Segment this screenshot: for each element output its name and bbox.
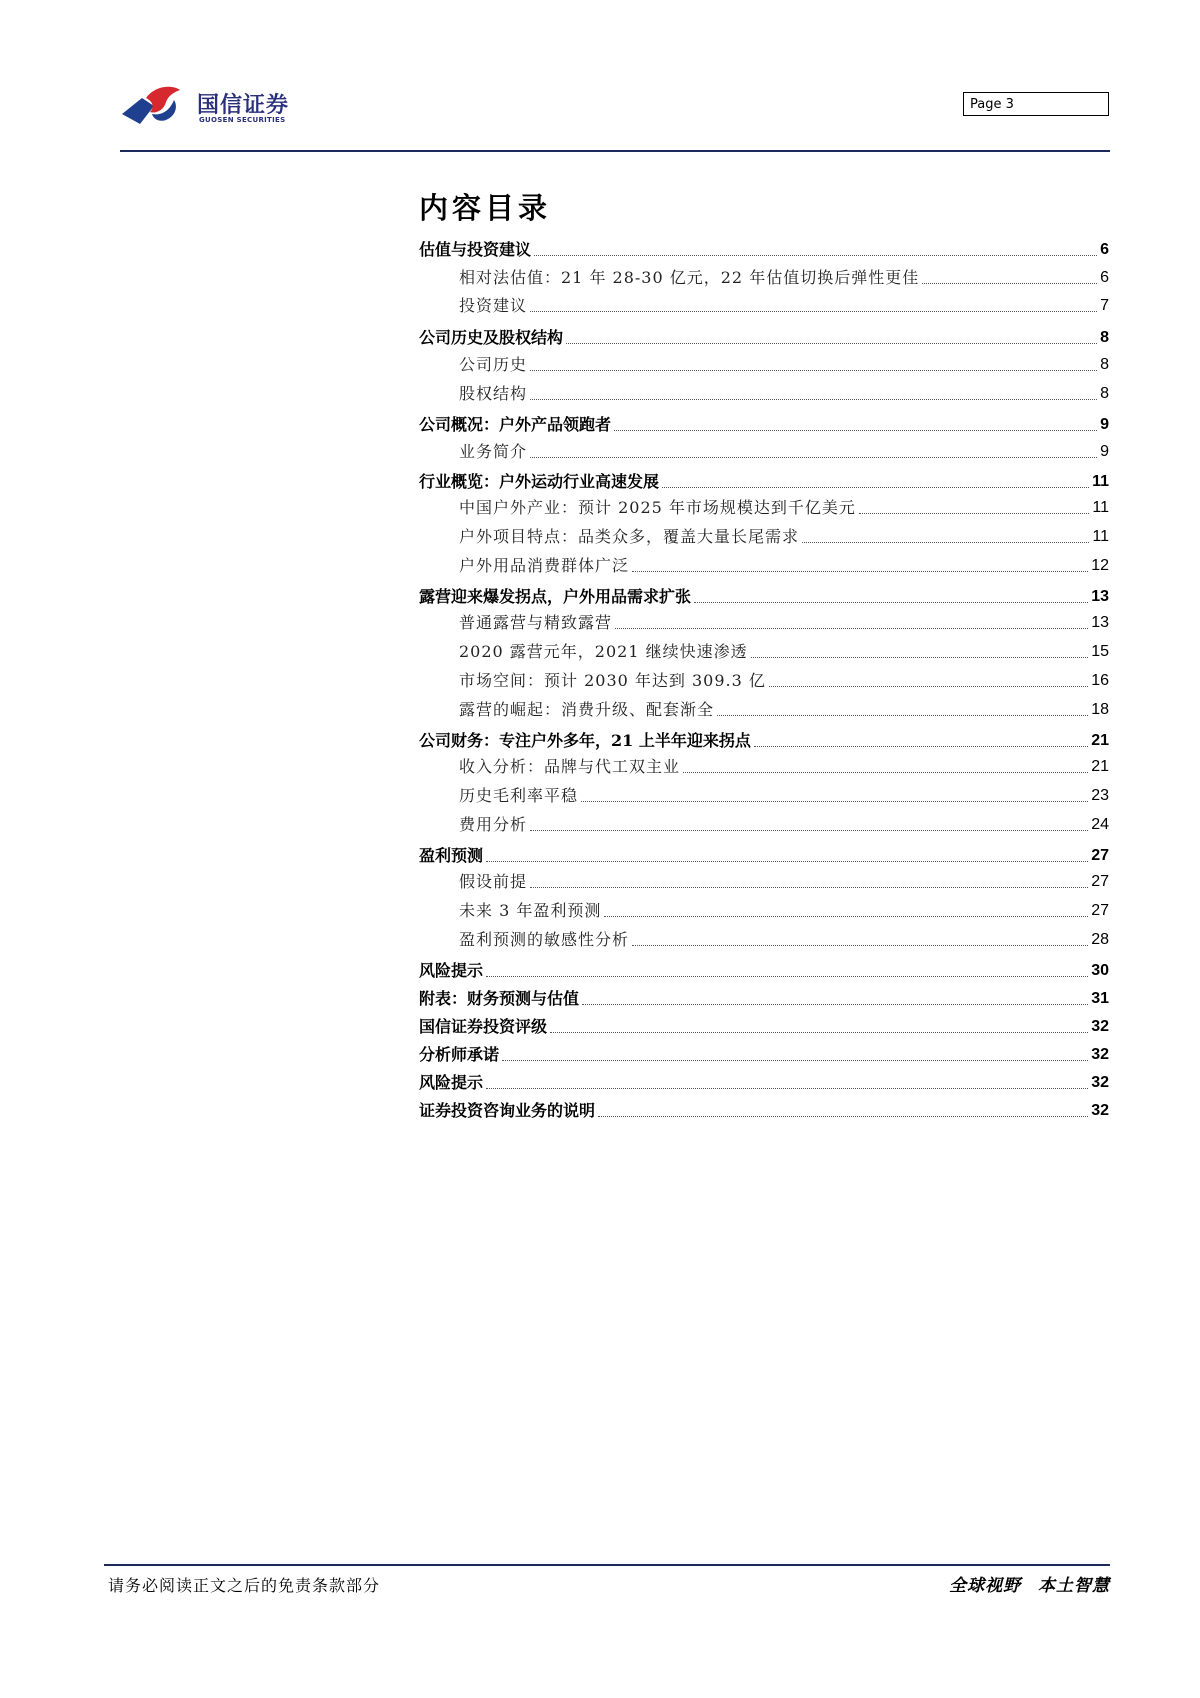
toc-entry[interactable] (419, 729, 1109, 751)
toc-entry[interactable] (459, 294, 1109, 316)
toc-entry-title: 公司概况：户外产品领跑者 (419, 415, 612, 434)
toc-entry[interactable] (459, 899, 1109, 921)
toc-entry-page-number: 31 (1091, 990, 1109, 1007)
toc-entry-title: 相对法估值：21 年 28-30 亿元，22 年估值切换后弹性更佳 (459, 268, 920, 287)
toc-entry-title: 2020 露营元年，2021 继续快速渗透 (459, 642, 748, 661)
toc-entry[interactable] (419, 326, 1109, 348)
toc-entry-title: 假设前提 (459, 872, 528, 891)
footer-divider (104, 1564, 1110, 1566)
toc-entry-title: 公司财务：专注户外多年，21 上半年迎来拐点 (419, 731, 751, 750)
toc-entry[interactable] (459, 382, 1109, 404)
toc-entry-page-number: 27 (1091, 902, 1109, 919)
toc-entry-page-number: 6 (1100, 241, 1109, 258)
toc-entry-page-number: 28 (1091, 931, 1109, 948)
toc-entry[interactable] (419, 1043, 1109, 1065)
toc-entry[interactable] (459, 669, 1109, 691)
logo-english-name: GUOSEN SECURITIES (199, 116, 286, 124)
toc-entry[interactable] (459, 698, 1109, 720)
toc-title: 内容目录 (419, 191, 552, 225)
toc-entry-page-number: 9 (1100, 416, 1109, 433)
toc-entry-page-number: 32 (1091, 1018, 1109, 1035)
toc-leader-dots (683, 771, 1088, 773)
toc-entry-page-number: 6 (1100, 269, 1109, 286)
toc-entry-title: 中国户外产业：预计 2025 年市场规模达到千亿美元 (459, 498, 856, 517)
toc-entry-page-number: 21 (1091, 732, 1109, 749)
toc-entry-title: 历史毛利率平稳 (459, 786, 579, 805)
guosen-emblem-icon (120, 84, 192, 128)
toc-entry-page-number: 30 (1091, 962, 1109, 979)
toc-entry-page-number: 21 (1091, 758, 1109, 775)
toc-entry-title: 公司历史 (459, 355, 528, 374)
toc-entry-title: 露营的崛起：消费升级、配套渐全 (459, 700, 715, 719)
toc-leader-dots (581, 800, 1088, 802)
toc-leader-dots (486, 1087, 1088, 1089)
toc-leader-dots (802, 541, 1089, 543)
toc-entry-title: 证券投资咨询业务的说明 (419, 1101, 596, 1120)
toc-leader-dots (566, 342, 1097, 344)
toc-entry[interactable] (419, 470, 1109, 492)
toc-leader-dots (751, 656, 1089, 658)
toc-entry[interactable] (459, 496, 1109, 518)
toc-entry-title: 估值与投资建议 (419, 240, 532, 259)
toc-leader-dots (632, 570, 1088, 572)
toc-leader-dots (694, 601, 1088, 603)
toc-entry-title: 分析师承诺 (419, 1045, 500, 1064)
toc-leader-dots (614, 429, 1097, 431)
toc-entry-page-number: 7 (1100, 297, 1109, 314)
toc-leader-dots (502, 1059, 1088, 1061)
toc-entry[interactable] (419, 1015, 1109, 1037)
toc-entry-title: 附表：财务预测与估值 (419, 989, 580, 1008)
toc-entry-page-number: 12 (1091, 557, 1109, 574)
toc-entry-title: 费用分析 (459, 815, 528, 834)
toc-entry-title: 公司历史及股权结构 (419, 328, 564, 347)
footer-disclaimer-note: 请务必阅读正文之后的免责条款部分 (108, 1576, 381, 1595)
toc-entry[interactable] (419, 238, 1109, 260)
toc-entry-page-number: 32 (1091, 1074, 1109, 1091)
toc-leader-dots (530, 310, 1097, 312)
toc-leader-dots (550, 1031, 1088, 1033)
toc-leader-dots (582, 1003, 1088, 1005)
toc-entry-page-number: 13 (1091, 588, 1109, 605)
toc-leader-dots (662, 486, 1089, 488)
toc-entry-page-number: 11 (1092, 499, 1109, 516)
toc-entry-page-number: 11 (1092, 528, 1109, 545)
toc-entry[interactable] (459, 755, 1109, 777)
toc-leader-dots (530, 886, 1088, 888)
toc-leader-dots (632, 944, 1088, 946)
toc-entry-title: 风险提示 (419, 961, 484, 980)
toc-entry-page-number: 32 (1091, 1046, 1109, 1063)
page-number-box (963, 92, 1109, 116)
toc-entry-title: 国信证券投资评级 (419, 1017, 548, 1036)
toc-entry[interactable] (459, 611, 1109, 633)
toc-entry-title: 行业概览：户外运动行业高速发展 (419, 472, 660, 491)
toc-leader-dots (486, 975, 1088, 977)
toc-entry-page-number: 27 (1091, 873, 1109, 890)
toc-leader-dots (530, 829, 1088, 831)
toc-leader-dots (615, 627, 1088, 629)
toc-entry-title: 未来 3 年盈利预测 (459, 901, 602, 920)
toc-entry-title: 风险提示 (419, 1073, 484, 1092)
toc-entry-title: 收入分析：品牌与代工双主业 (459, 757, 681, 776)
toc-entry-page-number: 9 (1100, 443, 1109, 460)
toc-entry[interactable] (459, 440, 1109, 462)
toc-entry[interactable] (459, 525, 1109, 547)
toc-entry-title: 普通露营与精致露营 (459, 613, 613, 632)
toc-entry-page-number: 8 (1100, 385, 1109, 402)
toc-leader-dots (530, 456, 1097, 458)
toc-entry-title: 户外项目特点：品类众多，覆盖大量长尾需求 (459, 527, 800, 546)
toc-entry[interactable] (459, 870, 1109, 892)
toc-entry[interactable] (459, 640, 1109, 662)
toc-entry[interactable] (459, 554, 1109, 576)
toc-entry-title: 户外用品消费群体广泛 (459, 556, 630, 575)
toc-entry-page-number: 24 (1091, 816, 1109, 833)
toc-leader-dots (769, 685, 1088, 687)
toc-entry-page-number: 11 (1092, 473, 1109, 490)
guosen-logo (120, 84, 320, 134)
toc-leader-dots (530, 369, 1097, 371)
toc-entry-title: 业务简介 (459, 442, 528, 461)
toc-entry[interactable] (419, 959, 1109, 981)
toc-entry[interactable] (419, 413, 1109, 435)
toc-leader-dots (598, 1115, 1088, 1117)
toc-entry[interactable] (459, 266, 1109, 288)
toc-leader-dots (534, 254, 1097, 256)
footer-slogan: 全球视野 本土智慧 (949, 1576, 1110, 1596)
toc-entry-title: 市场空间：预计 2030 年达到 309.3 亿 (459, 671, 766, 690)
toc-entry-page-number: 15 (1091, 643, 1109, 660)
toc-entry-title: 股权结构 (459, 384, 528, 403)
toc-entry-page-number: 32 (1091, 1102, 1109, 1119)
toc-entry[interactable] (459, 813, 1109, 835)
toc-entry-title: 露营迎来爆发拐点，户外用品需求扩张 (419, 587, 692, 606)
toc-entry[interactable] (459, 928, 1109, 950)
toc-entry[interactable] (419, 987, 1109, 1009)
toc-leader-dots (530, 398, 1097, 400)
toc-leader-dots (717, 714, 1088, 716)
toc-entry-page-number: 27 (1091, 847, 1109, 864)
toc-leader-dots (922, 282, 1097, 284)
toc-entry[interactable] (459, 353, 1109, 375)
toc-entry-page-number: 18 (1091, 701, 1109, 718)
toc-entry[interactable] (459, 784, 1109, 806)
toc-entry-title: 投资建议 (459, 296, 528, 315)
toc-entry-page-number: 8 (1100, 329, 1109, 346)
toc-entry-title: 盈利预测 (419, 846, 484, 865)
page-header (0, 0, 1200, 160)
page-number-label: Page 3 (970, 97, 1014, 112)
toc-entry-page-number: 16 (1091, 672, 1109, 689)
header-divider (120, 150, 1110, 152)
toc-entry[interactable] (419, 1071, 1109, 1093)
toc-entry[interactable] (419, 1099, 1109, 1121)
toc-leader-dots (754, 745, 1088, 747)
toc-entry[interactable] (419, 844, 1109, 866)
toc-leader-dots (486, 860, 1088, 862)
toc-entry[interactable] (419, 585, 1109, 607)
toc-entry-page-number: 23 (1091, 787, 1109, 804)
toc-leader-dots (859, 512, 1089, 514)
toc-leader-dots (604, 915, 1088, 917)
logo-chinese-name: 国信证券 (197, 93, 290, 118)
toc-entry-title: 盈利预测的敏感性分析 (459, 930, 630, 949)
toc-entry-page-number: 8 (1100, 356, 1109, 373)
toc-entry-page-number: 13 (1091, 614, 1109, 631)
